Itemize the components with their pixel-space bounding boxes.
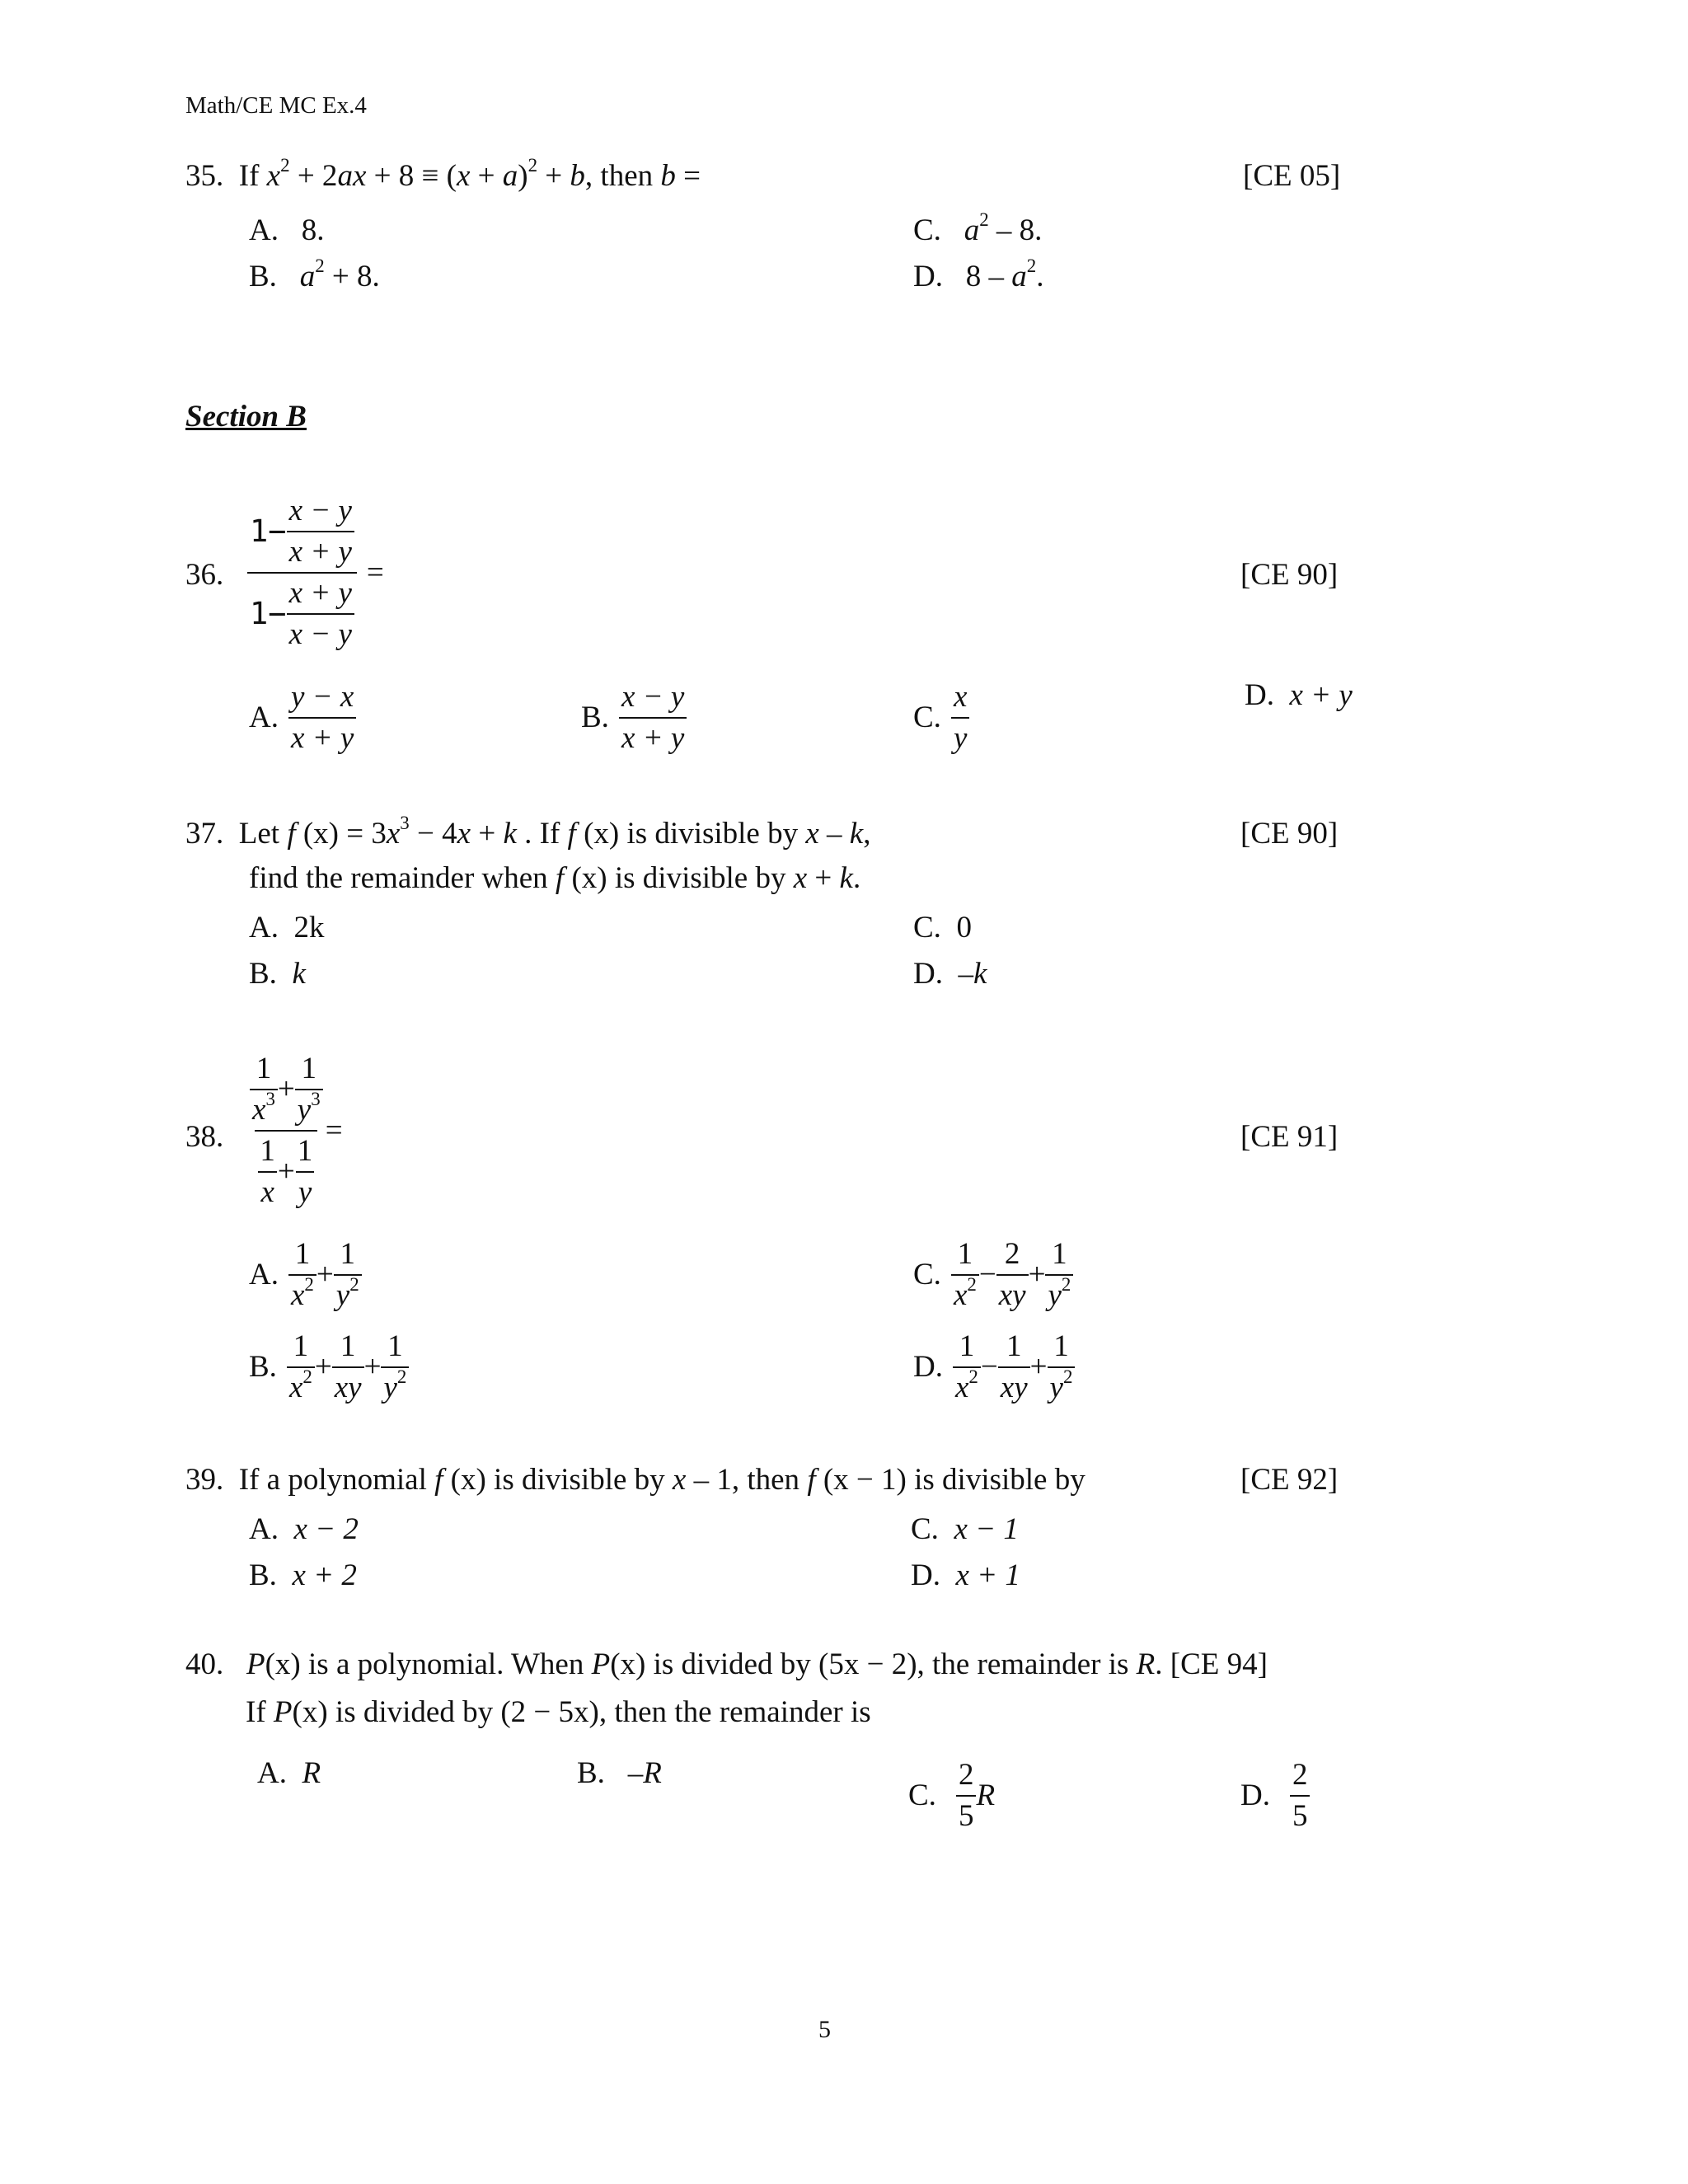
q37-ref: [CE 90]: [1240, 817, 1339, 851]
q39-option-c[interactable]: C. x − 1: [911, 1512, 1019, 1546]
q35-option-c[interactable]: C. $a^2 - 8$.: [913, 209, 1043, 247]
q40-option-a[interactable]: A. R: [257, 1756, 321, 1790]
q36-option-b[interactable]: B. $\frac{x - y}{x + y}$: [581, 679, 687, 757]
q37-option-a[interactable]: A. 2k: [249, 911, 325, 944]
q40-stem-line2: If P(x) is divided by (2 − 5x), then the remainder is: [246, 1695, 871, 1729]
q40-stem-line1: 40. P(x) is a polynomial. When P(x) is divided by (5x − 2), the remainder is R. [CE 94]: [185, 1647, 1268, 1681]
q40-option-c[interactable]: C. $\frac{2}{5}$ R: [908, 1758, 996, 1833]
q36-expression: 1− $\frac{x - y}{x + y}$ 1− $\frac{x + y}{x - y}$ =: [247, 493, 384, 653]
q38-option-a[interactable]: A. $\frac{1}{x^2}$ + $\frac{1}{y^2}$: [249, 1236, 362, 1314]
q37-option-d[interactable]: D. –k: [913, 957, 987, 991]
q38-option-d[interactable]: D. $\frac{1}{x^2}$ − $\frac{1}{xy}$ + $\frac{1}{y^2}$: [913, 1329, 1075, 1406]
q36-option-d[interactable]: D. x + y: [1245, 678, 1353, 712]
q37-option-b[interactable]: B. k: [249, 957, 306, 991]
q39-option-a[interactable]: A. x − 2: [249, 1512, 359, 1546]
q36-number: 36.: [185, 558, 224, 592]
q39-ref: [CE 92]: [1240, 1463, 1339, 1497]
q39-stem: 39. If a polynomial f (x) is divisible by x – 1, then f (x − 1) is divisible by: [185, 1463, 1085, 1497]
q38-option-c[interactable]: C. $\frac{1}{x^2}$ − $\frac{2}{xy}$ + $\frac{1}{y^2}$: [913, 1236, 1073, 1314]
q40-option-d[interactable]: D. $\frac{2}{5}$: [1240, 1757, 1310, 1835]
q37-stem-line2: find the remainder when f (x) is divisible by x + k.: [249, 861, 861, 895]
q35-option-d[interactable]: D. $8 - a^2$.: [913, 255, 1044, 293]
q37-stem-line1: 37. Let f $(x) = 3x^3 - 4x + k$ . If f (x) is divisible by x – k,: [185, 813, 871, 851]
q38-ref: [CE 91]: [1240, 1120, 1339, 1154]
q35-stem: 35. If $x^2 + 2ax + 8 \equiv (x + a)^2 + b$, then b =: [185, 155, 701, 193]
section-b-heading: Section B: [185, 400, 307, 434]
page-header: Math/CE MC Ex.4: [185, 92, 367, 119]
q39-option-d[interactable]: D. x + 1: [911, 1558, 1020, 1592]
q35-option-b[interactable]: B. $a^2 + 8$.: [249, 255, 380, 293]
q36-ref: [CE 90]: [1240, 558, 1339, 592]
q38-expression: $\frac{1}{x^3}$ + $\frac{1}{y^3}$ $\frac{1}{x}$ + $\frac{1}{y}$ =: [247, 1051, 343, 1211]
q38-number: 38.: [185, 1120, 224, 1154]
q36-option-c[interactable]: C. $\frac{x}{y}$: [913, 679, 969, 757]
q37-option-c[interactable]: C. 0: [913, 911, 972, 944]
q40-option-b[interactable]: B. –R: [577, 1756, 662, 1790]
q39-option-b[interactable]: B. x + 2: [249, 1558, 357, 1592]
q35-ref: [CE 05]: [1243, 159, 1341, 193]
page-number: 5: [818, 2016, 831, 2043]
q36-option-a[interactable]: A. $\frac{y - x}{x + y}$: [249, 679, 356, 757]
q35-option-a[interactable]: A. 8.: [249, 213, 325, 247]
q38-option-b[interactable]: B. $\frac{1}{x^2}$ + $\frac{1}{xy}$ + $\frac{1}{y^2}$: [249, 1329, 409, 1406]
